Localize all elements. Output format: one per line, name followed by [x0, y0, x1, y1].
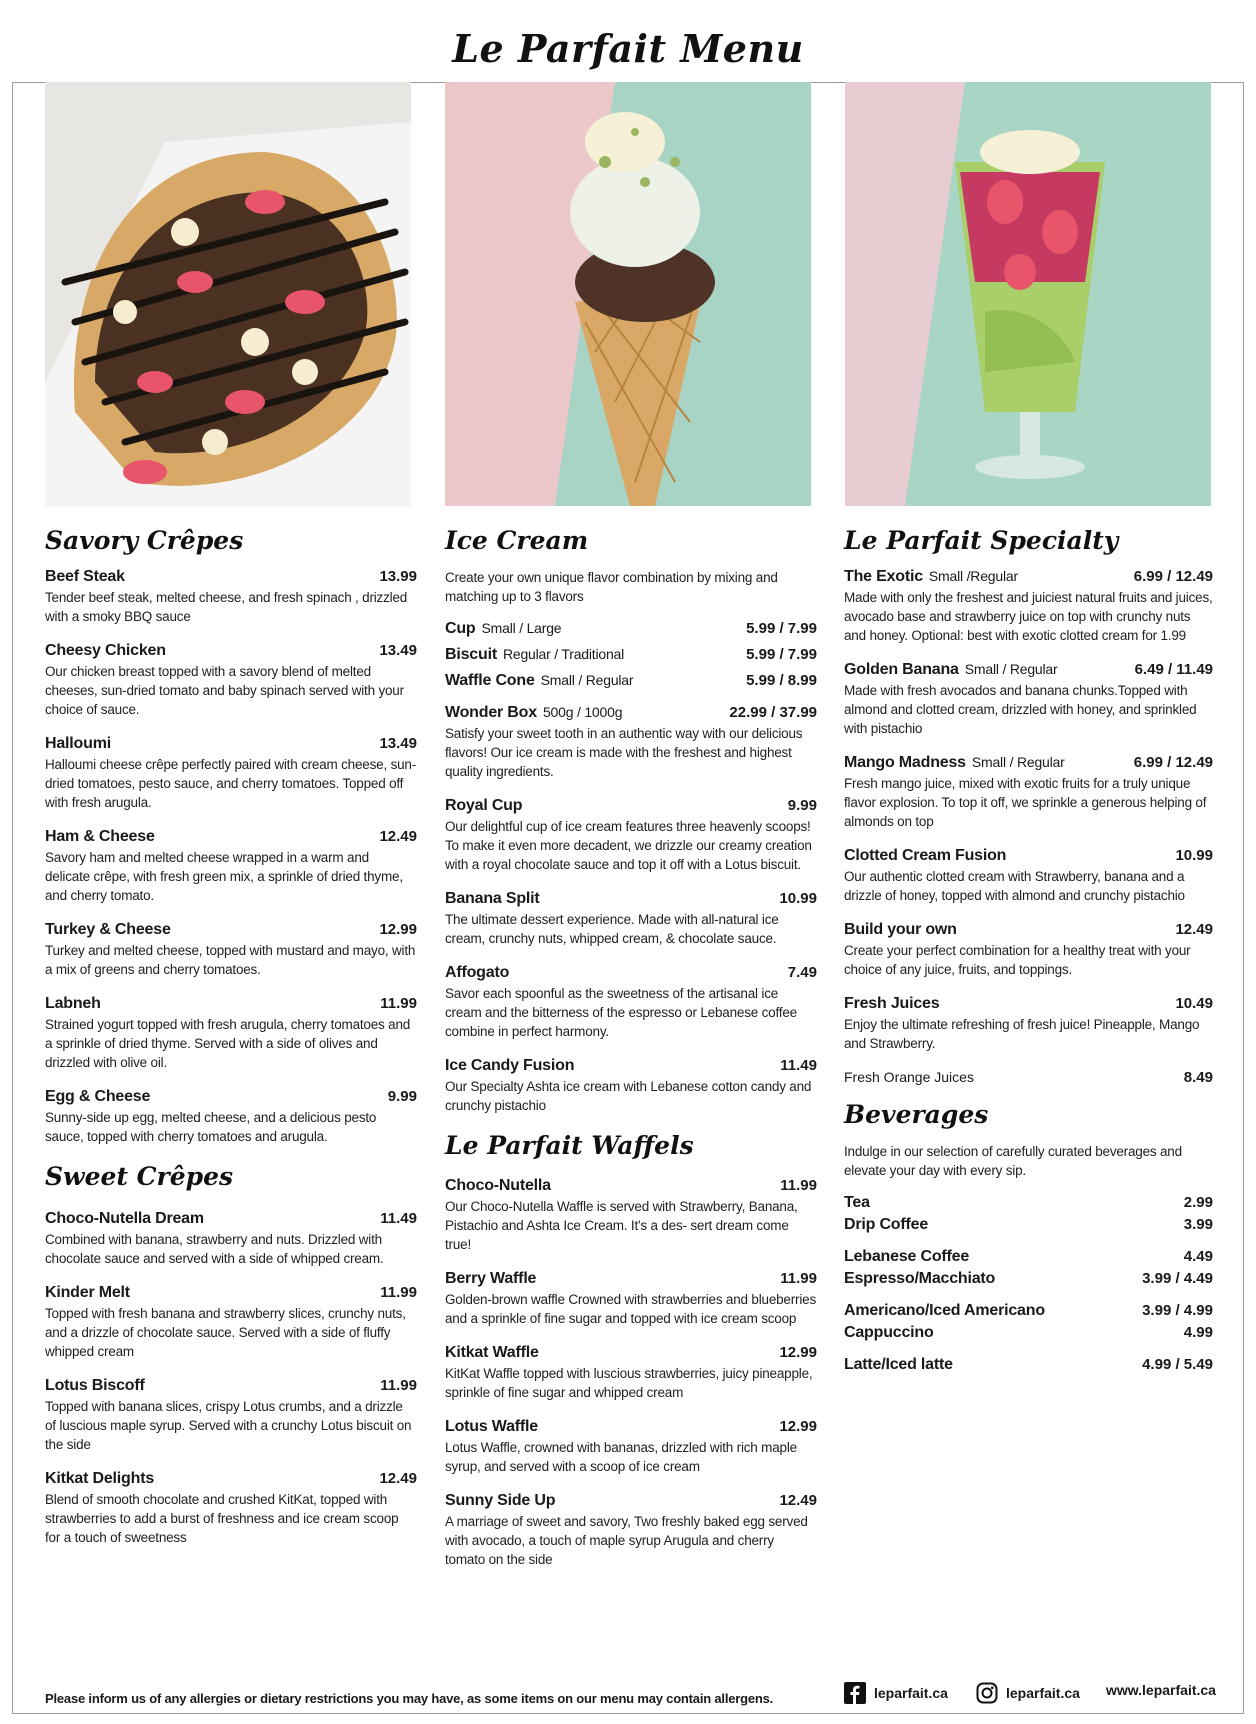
beverage-name: Cappuccino: [844, 1324, 934, 1341]
column-crepes: [45, 526, 417, 1563]
menu-item-price: 9.99: [387, 1088, 417, 1105]
menu-item-price: 12.99: [379, 921, 417, 938]
menu-item-name: Berry Waffle: [445, 1270, 537, 1287]
menu-item-header: [844, 995, 1213, 1013]
beverage-row: [844, 1356, 1213, 1374]
menu-item-name: Sunny Side Up: [445, 1492, 556, 1509]
ice-cream-format-size: Small / Regular: [540, 672, 634, 688]
allergy-note: Please inform us of any allergies or dietary restrictions you may have, as some items on our menu may contain allergens.: [45, 1691, 774, 1706]
menu-item-title: [844, 661, 1057, 679]
crepe-photo: [45, 82, 411, 506]
column-specialty: [844, 526, 1213, 1388]
menu-item-price: 11.49: [780, 1057, 817, 1074]
beverages-title: Beverages: [844, 1100, 989, 1129]
ice-cream-size-row: [445, 646, 817, 664]
savory-crepes-title: Savory Crêpes: [45, 526, 244, 555]
menu-item-price: 6.99 / 12.49: [1133, 568, 1213, 585]
menu-item-title: [844, 568, 1018, 586]
menu-item-header: [45, 1284, 417, 1302]
menu-item-title: [45, 995, 101, 1013]
menu-item-size: Small / Regular: [971, 754, 1065, 770]
beverage-name: Drip Coffee: [844, 1216, 929, 1233]
beverage-price: 3.99: [1183, 1216, 1213, 1233]
menu-item-price: 12.49: [779, 1492, 817, 1509]
instagram-icon: [976, 1682, 998, 1704]
menu-item-price: 7.49: [787, 964, 817, 981]
menu-item: [844, 661, 1213, 738]
menu-item-description: Turkey and melted cheese, topped with mustard and mayo, with a mix of greens and cherry tomatoes.: [45, 943, 416, 977]
menu-item: [45, 642, 417, 719]
ice-cream-cone-photo: [445, 82, 811, 506]
menu-item-header: [445, 1270, 817, 1288]
menu-item-title: [445, 797, 522, 815]
ice-cream-size-row: [445, 672, 817, 690]
menu-item-price: 10.99: [779, 890, 817, 907]
menu-item-title: [45, 1088, 150, 1106]
menu-item-description: Fresh mango juice, mixed with exotic fruits for a truly unique flavor explosion. To top it off, we sprinkle a generous helping of almonds on top: [844, 776, 1207, 829]
beverage-row: [844, 1270, 1213, 1288]
menu-item-name: The Exotic: [844, 568, 923, 585]
menu-item-price: 11.99: [380, 995, 417, 1012]
menu-item-description: Create your perfect combination for a healthy treat with your choice of any juice, fruits, and toppings.: [844, 943, 1191, 977]
menu-item-price: 11.99: [380, 1377, 417, 1394]
beverage-group-gap: [844, 1238, 1213, 1248]
menu-item-header: [445, 1057, 817, 1075]
menu-item-description: Combined with banana, strawberry and nuts. Drizzled with chocolate sauce and served with a side of whipped cream.: [45, 1232, 384, 1266]
beverage-name: Espresso/Macchiato: [844, 1270, 996, 1287]
menu-item-header: [445, 1418, 817, 1436]
facebook-handle: leparfait.ca: [874, 1685, 948, 1701]
menu-item-title: [45, 642, 166, 660]
menu-item: [45, 1210, 417, 1268]
ice-cream-format-price: 5.99 / 7.99: [746, 646, 817, 663]
menu-item-name: Wonder Box: [445, 704, 537, 721]
specialty-title: Le Parfait Specialty: [844, 526, 1119, 555]
orange-juice-name: Fresh Orange Juices: [844, 1069, 974, 1085]
menu-item-header: [445, 1177, 817, 1195]
menu-item-description: Strained yogurt topped with fresh arugula, cherry tomatoes and a sprinkle of dried thyme. Served with a side of olives and drizzled with olive oil.: [45, 1017, 411, 1070]
menu-item-name: Clotted Cream Fusion: [844, 847, 1007, 864]
menu-item-description: Golden-brown waffle Crowned with strawberries and blueberries and a sprinkle of fine sugar and topped with ice cream scoop: [445, 1292, 816, 1326]
menu-item-header: [45, 828, 417, 846]
menu-item-description: Savory ham and melted cheese wrapped in a warm and delicate crêpe, with fresh green mix, a sprinkle of dried thyme, and cherry tomato.: [45, 850, 403, 903]
website-link[interactable]: [1106, 1682, 1216, 1698]
menu-item: [445, 704, 817, 781]
beverage-price: 4.49: [1183, 1248, 1213, 1265]
parfait-sundae-photo: [845, 82, 1211, 506]
menu-item-description: Our authentic clotted cream with Strawberry, banana and a drizzle of honey, topped with almond and crunchy pistachio: [844, 869, 1185, 903]
beverage-row: [844, 1324, 1213, 1342]
beverage-price: 2.99: [1183, 1194, 1213, 1211]
menu-item-name: Choco-Nutella: [445, 1177, 551, 1194]
menu-item: [844, 995, 1213, 1053]
orange-juice-row: [844, 1069, 1213, 1086]
menu-item-title: [844, 921, 957, 939]
menu-item-description: Halloumi cheese crêpe perfectly paired with cream cheese, sun-dried tomatoes, pesto sauce, and cherry tomatoes. Topped off with fresh arugula.: [45, 757, 417, 810]
menu-item-title: [445, 890, 540, 908]
beverage-row: [844, 1194, 1213, 1212]
menu-item-title: [45, 1377, 145, 1395]
menu-item-description: KitKat Waffle topped with luscious strawberries, juicy pineapple, sprinkle of fine sugar and whipped cream: [445, 1366, 813, 1400]
beverage-price: 4.99 / 5.49: [1142, 1356, 1213, 1373]
ice-cream-size-title: [445, 646, 624, 664]
menu-item-title: [45, 921, 171, 939]
menu-item-title: [45, 568, 125, 586]
instagram-link[interactable]: [976, 1682, 1080, 1704]
menu-item: [445, 1492, 817, 1569]
menu-item-header: [45, 1088, 417, 1106]
beverage-row: [844, 1216, 1213, 1234]
menu-item-name: Banana Split: [445, 890, 540, 907]
beverage-row: [844, 1248, 1213, 1266]
menu-item-description: Blend of smooth chocolate and crushed KitKat, topped with strawberries to add a burst of freshness and ice cream scoop for a touch of sweetness: [45, 1492, 399, 1545]
menu-item-header: [844, 661, 1213, 679]
beverage-name: Latte/Iced latte: [844, 1356, 953, 1373]
ice-cream-format-name: Cup: [445, 620, 476, 637]
menu-item: [45, 828, 417, 905]
waffles-title: Le Parfait Waffels: [445, 1131, 694, 1160]
menu-item-price: 13.49: [379, 735, 417, 752]
menu-item: [445, 1270, 817, 1328]
menu-item-price: 12.99: [779, 1418, 817, 1435]
menu-item: [445, 1177, 817, 1254]
menu-item-header: [445, 797, 817, 815]
menu-item-name: Halloumi: [45, 735, 111, 752]
menu-item: [45, 568, 417, 626]
menu-item-title: [445, 1057, 574, 1075]
menu-item-size: 500g / 1000g: [542, 704, 623, 720]
menu-item: [45, 735, 417, 812]
menu-item-header: [445, 704, 817, 722]
beverage-row: [844, 1302, 1213, 1320]
instagram-handle: leparfait.ca: [1006, 1685, 1080, 1701]
menu-item-title: [445, 964, 509, 982]
ice-cream-size-title: [445, 620, 561, 638]
menu-item-name: Royal Cup: [445, 797, 523, 814]
menu-title: Le Parfait Menu: [452, 26, 804, 71]
beverage-group-gap: [844, 1292, 1213, 1302]
ice-cream-intro: Create your own unique flavor combination by mixing and matching up to 3 flavors: [445, 570, 778, 604]
menu-item-description: Tender beef steak, melted cheese, and fresh spinach , drizzled with a smoky BBQ sauce: [45, 590, 408, 624]
menu-item-description: A marriage of sweet and savory, Two freshly baked egg served with avocado, a touch of maple syrup Arugula and cherry tomato on the side: [445, 1514, 808, 1567]
menu-item-header: [445, 1344, 817, 1362]
ice-cream-format-size: Small / Large: [481, 620, 562, 636]
menu-item: [844, 754, 1213, 831]
facebook-icon: [844, 1682, 866, 1704]
menu-item-price: 12.49: [379, 828, 417, 845]
ice-cream-format-name: Waffle Cone: [445, 672, 535, 689]
menu-item-header: [844, 921, 1213, 939]
beverage-name: Tea: [844, 1194, 870, 1211]
menu-item-price: 11.99: [780, 1177, 817, 1194]
menu-item-name: Ice Candy Fusion: [445, 1057, 575, 1074]
menu-item-price: 11.99: [780, 1270, 817, 1287]
menu-item-description: Topped with fresh banana and strawberry slices, crunchy nuts, and a drizzle of chocolate sauce. Served with a side of fluffy whipped cream: [45, 1306, 406, 1359]
menu-item-title: [45, 1284, 130, 1302]
menu-item-description: Made with only the freshest and juiciest natural fruits and juices, avocado base and strawberry juice on top with crunchy nuts and honey. Optional: best with exotic clotted cream for 1.99: [844, 590, 1213, 643]
menu-item-name: Fresh Juices: [844, 995, 940, 1012]
menu-item: [844, 921, 1213, 979]
beverage-price: 3.99 / 4.49: [1142, 1270, 1213, 1287]
facebook-link[interactable]: [844, 1682, 948, 1704]
menu-item-price: 10.49: [1175, 995, 1213, 1012]
menu-item-name: Lotus Biscoff: [45, 1377, 145, 1394]
column-ice-cream: [445, 526, 817, 1585]
menu-item-price: 13.49: [379, 642, 417, 659]
menu-item-price: 12.49: [1175, 921, 1213, 938]
menu-item-description: Sunny-side up egg, melted cheese, and a delicious pesto sauce, topped with cherry tomatoes and arugula.: [45, 1110, 377, 1144]
menu-item: [445, 797, 817, 874]
ice-cream-size-title: [445, 672, 633, 690]
menu-item-name: Egg & Cheese: [45, 1088, 151, 1105]
menu-item-title: [445, 1270, 536, 1288]
ice-cream-size-row: [445, 620, 817, 638]
menu-item-price: 11.49: [380, 1210, 417, 1227]
menu-item-title: [445, 704, 622, 722]
menu-item: [844, 847, 1213, 905]
menu-item-title: [45, 1210, 204, 1228]
menu-item: [45, 995, 417, 1072]
menu-item: [445, 890, 817, 948]
ice-cream-format-price: 5.99 / 8.99: [746, 672, 817, 689]
menu-item-name: Beef Steak: [45, 568, 125, 585]
website-url: www.leparfait.ca: [1106, 1682, 1216, 1698]
menu-item-description: Savor each spoonful as the sweetness of the artisanal ice cream and the bitterness of the espresso or Lebanese coffee combine in perfect harmony.: [445, 986, 797, 1039]
menu-item-header: [45, 1377, 417, 1395]
sweet-crepes-title: Sweet Crêpes: [45, 1162, 234, 1191]
menu-item-price: 13.99: [379, 568, 417, 585]
beverage-name: Americano/Iced Americano: [844, 1302, 1045, 1319]
menu-item: [45, 1088, 417, 1146]
menu-item-price: 12.99: [779, 1344, 817, 1361]
beverage-name: Lebanese Coffee: [844, 1248, 970, 1265]
menu-item-description: Our Choco-Nutella Waffle is served with Strawberry, Banana, Pistachio and Ashta Ice Cream. It's a des- sert dream come true!: [445, 1199, 798, 1252]
menu-item-size: Small /Regular: [928, 568, 1018, 584]
menu-item-title: [45, 735, 111, 753]
menu-item-name: Cheesy Chicken: [45, 642, 166, 659]
menu-item-name: Golden Banana: [844, 661, 959, 678]
menu-item-description: Our Specialty Ashta ice cream with Lebanese cotton candy and crunchy pistachio: [445, 1079, 812, 1113]
menu-item-header: [445, 964, 817, 982]
ice-cream-format-name: Biscuit: [445, 646, 497, 663]
menu-item-header: [45, 642, 417, 660]
menu-item-title: [844, 754, 1065, 772]
menu-item-header: [45, 921, 417, 939]
menu-item-header: [445, 890, 817, 908]
menu-item-description: Our chicken breast topped with a savory blend of melted cheeses, sun-dried tomato and baby spinach served with your choice of sauce.: [45, 664, 404, 717]
menu-item-name: Labneh: [45, 995, 101, 1012]
menu-item-price: 6.99 / 12.49: [1133, 754, 1213, 771]
menu-item-title: [45, 828, 155, 846]
menu-item-description: Topped with banana slices, crispy Lotus crumbs, and a drizzle of luscious maple syrup. Served with a crunchy Lotus biscuit on the side: [45, 1399, 412, 1452]
menu-item: [45, 1284, 417, 1361]
menu-item-size: Small / Regular: [964, 661, 1058, 677]
menu-item-price: 22.99 / 37.99: [729, 704, 817, 721]
menu-item: [45, 921, 417, 979]
menu-item-title: [445, 1492, 555, 1510]
menu-item-description: Satisfy your sweet tooth in an authentic way with our delicious flavors! Our ice cream is made with the freshest and highest quality ingredients.: [445, 726, 803, 779]
menu-item-name: Kitkat Delights: [45, 1470, 155, 1487]
menu-item-price: 12.49: [379, 1470, 417, 1487]
beverages-intro: Indulge in our selection of carefully curated beverages and elevate your day with every sip.: [844, 1144, 1182, 1178]
menu-item-header: [844, 568, 1213, 586]
menu-item-name: Mango Madness: [844, 754, 966, 771]
menu-item: [844, 568, 1213, 645]
menu-item-name: Affogato: [445, 964, 510, 981]
menu-item-header: [45, 1210, 417, 1228]
menu-item-header: [45, 735, 417, 753]
beverage-group-gap: [844, 1346, 1213, 1356]
menu-item-description: Lotus Waffle, crowned with bananas, drizzled with rich maple syrup, and served with a scoop of ice cream: [445, 1440, 797, 1474]
menu-item-header: [45, 995, 417, 1013]
ice-cream-format-price: 5.99 / 7.99: [746, 620, 817, 637]
menu-item-name: Choco-Nutella Dream: [45, 1210, 204, 1227]
beverage-group-gap: [844, 1378, 1213, 1388]
menu-item-title: [45, 1470, 154, 1488]
beverage-price: 4.99: [1183, 1324, 1213, 1341]
menu-item-price: 11.99: [380, 1284, 417, 1301]
menu-item-title: [445, 1177, 551, 1195]
menu-item: [445, 1057, 817, 1115]
orange-juice-price: 8.49: [1183, 1069, 1213, 1086]
menu-item-description: Made with fresh avocados and banana chunks.Topped with almond and clotted cream, drizzled with honey, and sprinkled with pistachio: [844, 683, 1197, 736]
menu-item-description: The ultimate dessert experience. Made with all-natural ice cream, crunchy nuts, whipped cream, & chocolate sauce.: [445, 912, 779, 946]
menu-item-price: 10.99: [1175, 847, 1213, 864]
menu-item-name: Turkey & Cheese: [45, 921, 171, 938]
menu-item-header: [45, 568, 417, 586]
menu-item-price: 6.49 / 11.49: [1134, 661, 1213, 678]
menu-item-name: Ham & Cheese: [45, 828, 155, 845]
menu-item-header: [844, 754, 1213, 772]
menu-item-name: Build your own: [844, 921, 957, 938]
menu-item-title: [844, 995, 939, 1013]
menu-item-name: Kitkat Waffle: [445, 1344, 539, 1361]
menu-item-name: Kinder Melt: [45, 1284, 130, 1301]
ice-cream-format-size: Regular / Traditional: [502, 646, 625, 662]
menu-item-header: [45, 1470, 417, 1488]
menu-item-name: Lotus Waffle: [445, 1418, 538, 1435]
menu-item-title: [445, 1344, 539, 1362]
ice-cream-title: Ice Cream: [445, 526, 589, 555]
menu-item: [45, 1377, 417, 1454]
menu-item-description: Our delightful cup of ice cream features three heavenly scoops! To make it even more decadent, we drizzle our creamy creation with a royal chocolate sauce and top it off with a Lotus biscuit.: [445, 819, 812, 872]
menu-item: [45, 1470, 417, 1547]
menu-item-title: [844, 847, 1006, 865]
beverage-price: 3.99 / 4.99: [1142, 1302, 1213, 1319]
menu-item-description: Enjoy the ultimate refreshing of fresh juice! Pineapple, Mango and Strawberry.: [844, 1017, 1200, 1051]
menu-item-header: [445, 1492, 817, 1510]
menu-item-header: [844, 847, 1213, 865]
menu-item-price: 9.99: [787, 797, 817, 814]
menu-item: [445, 964, 817, 1041]
menu-item: [445, 1344, 817, 1402]
menu-item: [445, 1418, 817, 1476]
menu-item-title: [445, 1418, 538, 1436]
